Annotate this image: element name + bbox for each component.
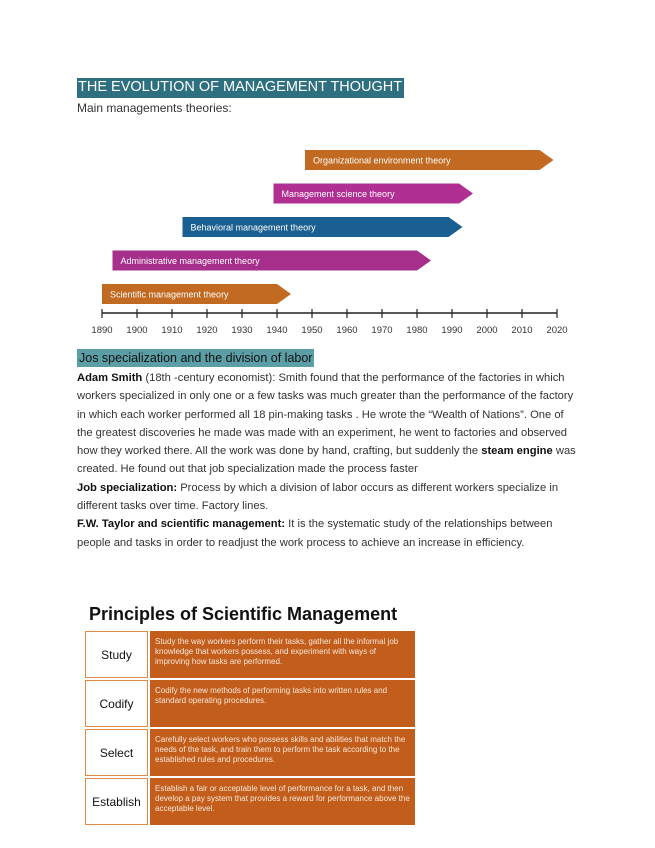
timeline-year-label: 1970 (371, 325, 393, 336)
timeline-year-label: 1890 (91, 325, 113, 336)
timeline-year-label: 2000 (476, 325, 498, 336)
adam-smith-text-2: was created. He found out that job specialization made the process faster (77, 445, 576, 476)
timeline-year-label: 1940 (266, 325, 288, 336)
adam-smith-name: Adam Smith (77, 372, 143, 384)
principle-row (85, 680, 415, 727)
principle-label: Codify (85, 680, 148, 727)
timeline-year-label: 2020 (546, 325, 568, 336)
section-heading: Jos specialization and the division of labor (79, 351, 313, 365)
theory-label: Behavioral management theory (190, 222, 316, 233)
timeline-year-label: 1960 (336, 325, 358, 336)
timeline-year-label: 1980 (406, 325, 428, 336)
taylor-paragraph (77, 515, 582, 552)
principle-description: Carefully select workers who possess skills and abilities that match the needs of the task, and train them to perform the task according to the established rules and procedures. (150, 729, 415, 776)
principle-label: Select (85, 729, 148, 776)
taylor-term: F.W. Taylor and scientific management: (77, 518, 286, 531)
principle-row (85, 631, 415, 678)
principle-description: Establish a fair or acceptable level of performance for a task, and then develop a pay system that provides a reward for performance above the acceptable level. (150, 778, 415, 825)
principles-table (85, 597, 415, 827)
steam-engine-term: steam engine (481, 445, 553, 458)
adam-smith-text-1: (18th -century economist): Smith found that the performance of the factories in which workers specialized in only one or a few tasks was much greater than the performance of the factory in which each worker performed all 18 pin-making tasks . He wrote the “Wealth of Nations”. One of the greatest discoveries he made was made with an experiment, he went to factories and observed how they worked there. All the work was done by hand, crafting, but suddenly the (77, 372, 574, 458)
theory-label: Management science theory (281, 189, 395, 199)
principle-description: Codify the new methods of performing tasks into written rules and standard operating procedures. (150, 680, 415, 727)
taylor-text: It is the systematic study of the relationships between people and tasks in order to readjust the work process to achieve an increase in efficiency. (77, 518, 553, 549)
body-text (77, 369, 582, 552)
theory-label: Scientific management theory (110, 289, 229, 300)
principles-title: Principles of Scientific Management (89, 604, 398, 624)
theory-label: Administrative management theory (120, 256, 260, 266)
timeline-year-label: 1930 (231, 325, 253, 336)
principle-label: Study (85, 631, 148, 678)
job-specialization-term: Job specialization: (77, 481, 178, 494)
job-specialization-text: Process by which a division of labor occurs as different workers specialize in different tasks over time. Factory lines. (77, 481, 559, 513)
job-specialization-paragraph (77, 479, 582, 516)
timeline-year-label: 1950 (301, 325, 323, 336)
principle-description: Study the way workers perform their tasks, gather all the informal job knowledge that workers possess, and experiment with ways of improving how tasks are performed. (150, 631, 415, 678)
theories-timeline-chart (0, 140, 655, 340)
subtitle: Main managements theories: (77, 101, 232, 115)
page-title: THE EVOLUTION OF MANAGEMENT THOUGHT (77, 78, 404, 98)
timeline-year-label: 1900 (126, 325, 148, 336)
adam-smith-paragraph (77, 369, 582, 479)
timeline-year-label: 1990 (441, 325, 463, 336)
timeline-year-label: 2010 (511, 325, 533, 336)
timeline-year-label: 1920 (196, 325, 218, 336)
principle-row (85, 778, 415, 825)
timeline-year-label: 1910 (161, 325, 183, 336)
theory-label: Organizational environment theory (313, 155, 451, 166)
principle-row (85, 729, 415, 776)
principle-label: Establish (85, 778, 148, 825)
